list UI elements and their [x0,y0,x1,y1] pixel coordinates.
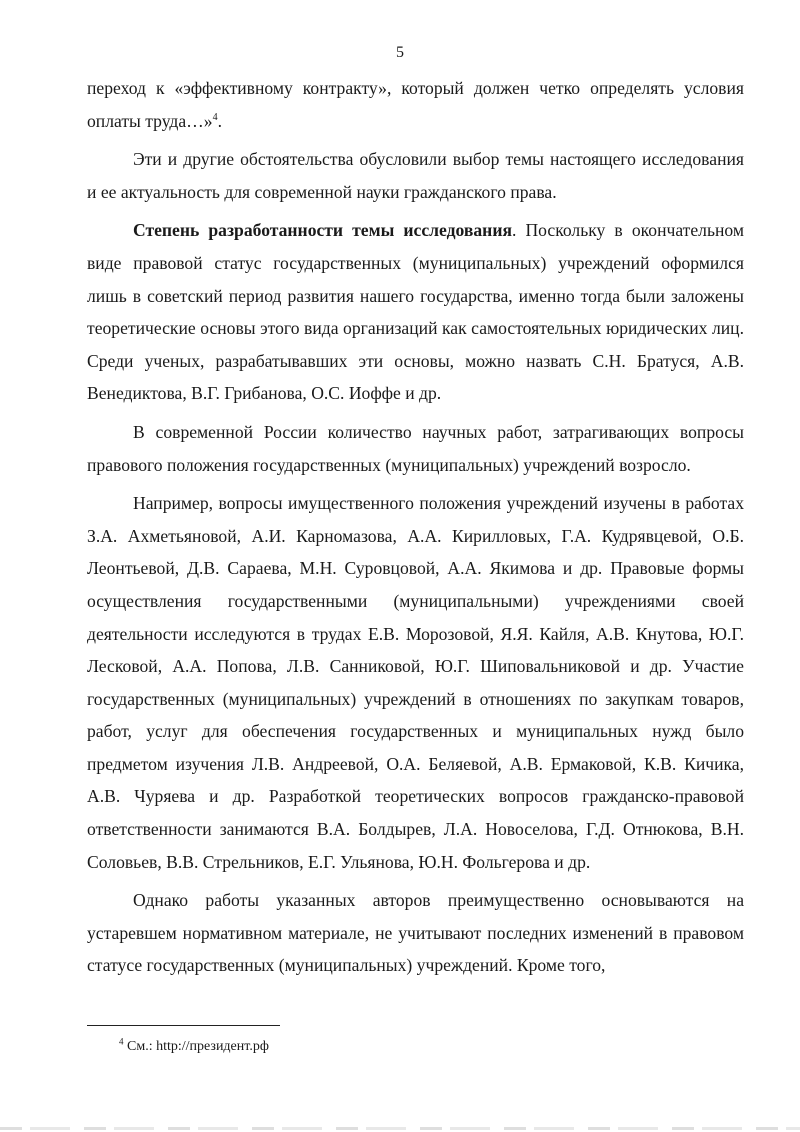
footnote-ref[interactable]: 4 [212,111,218,123]
paragraph-5: Например, вопросы имущественного положения учреждений изучены в работах З.А. Ахметьяновой, А.И. Карномазова, А.А. Кирилловых, Г.А. Кудрявцевой, О.Б. Леонтьевой, Д.В. Сараева, М.Н. Суровцовой, А.А. Якимова и др. Правовые формы осуществления государственными (муниципальными) учреждениями своей деятельности исследуются в трудах Е.В. Морозовой, Я.Я. Кайля, А.В. Кнутова, Ю.Г. Лесковой, А.А. Попова, Л.В. Санниковой, Ю.Г. Шиповальниковой и др. Участие государственных (муниципальных) учреждений в отношениях по закупкам товаров, работ, услуг для обеспечения государственных и муниципальных нужд было предметом изучения Л.В. Андреевой, О.А. Беляевой, А.В. Ермаковой, К.В. Кичика, А.В. Чуряева и др. Разработкой теоретических вопросов гражданско-правовой ответственности занимаются В.А. Болдырев, Л.А. Новоселова, Г.Д. Отнюкова, В.Н. Соловьев, В.В. Стрельников, Е.Г. Ульянова, Ю.Н. Фольгерова и др. [87,493,744,872]
footnote-marker: 4 [119,1036,124,1047]
paragraph-2: Эти и другие обстоятельства обусловили выбор темы настоящего исследования и ее актуальность для современной науки гражданского права. [87,149,744,202]
paragraph-3 [87,214,744,410]
body-text [87,72,744,982]
footnote-divider [87,1025,280,1026]
footnote [119,1038,269,1056]
page-number: 5 [396,44,404,61]
paragraph-1-tail: . [217,110,222,131]
paragraph-4: В современной России количество научных работ, затрагивающих вопросы правового положения государственных (муниципальных) учреждений возросло. [87,421,744,475]
footnote-text: См.: http://президент.рф [123,1039,269,1054]
scan-edge-artifact [0,1127,800,1130]
paragraph-1 [87,72,744,137]
paragraph-6: Однако работы указанных авторов преимущественно основываются на устаревшем нормативном материале, не учитывают последних изменений в правовом статусе государственных (муниципальных) учреждений. Кроме того, [87,890,744,976]
section-heading: Степень разработанности темы исследования [133,220,512,241]
paragraph-3-text: . Поскольку в окончательном виде правовой статус государственных (муниципальных) учреждений оформился лишь в советский период развития нашего государства, именно тогда были заложены теоретические основы этого вида организаций как самостоятельных юридических лиц. Среди ученых, разрабатывавших эти основы, можно назвать С.Н. Братуся, А.В. Венедиктова, В.Г. Грибанова, О.С. Иоффе и др. [87,220,744,404]
paragraph-1-text: переход к «эффективному контракту», который должен четко определять условия оплаты труда…» [87,78,744,131]
